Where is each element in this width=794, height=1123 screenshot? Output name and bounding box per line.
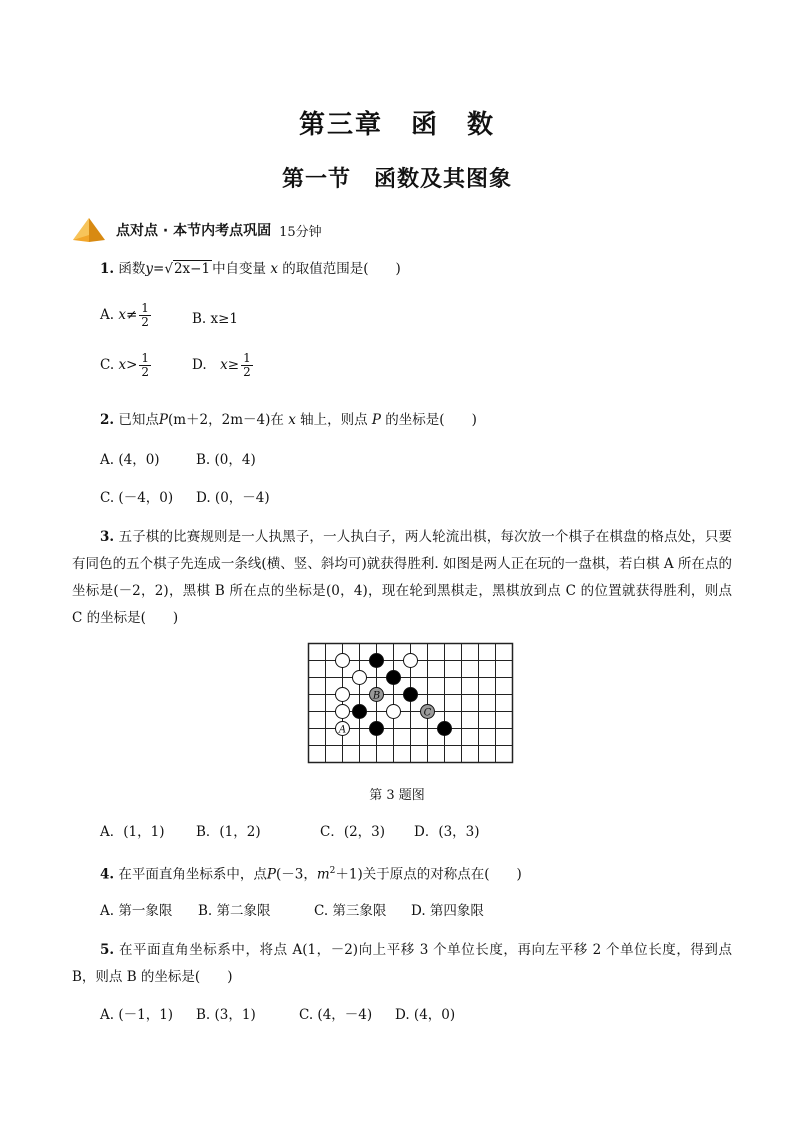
q1-option-d[interactable]: [192, 352, 255, 379]
black-stone: [370, 722, 384, 736]
question-number: 4.: [100, 866, 115, 883]
section-header-time: 15分钟: [279, 224, 322, 240]
q1-text: 函数: [118, 261, 146, 277]
white-stone: [353, 671, 367, 685]
q5-option-d[interactable]: D. (4，0): [395, 1007, 456, 1023]
question-4: [100, 860, 522, 886]
q2-text-2: 在: [270, 412, 284, 428]
q1-text-2: 中自变量: [212, 261, 267, 277]
option-label: C.: [100, 357, 119, 373]
q4-option-c[interactable]: C. 第三象限: [314, 903, 387, 919]
label-c: C: [423, 707, 432, 719]
fraction: $\frac{1}{2}$: [141, 351, 150, 379]
q4-option-a[interactable]: A. 第一象限: [100, 903, 173, 919]
q2-text-3: 轴上，则点: [300, 412, 368, 428]
option-label: A.: [100, 307, 119, 323]
option-rel: ≥: [227, 357, 240, 373]
question-1: 1. 函数y=√2x−1 中自变量 x 的取值范围是( ): [100, 261, 401, 277]
q4-option-b[interactable]: B. 第二象限: [198, 903, 271, 919]
q2-option-b[interactable]: B. (0，4): [196, 452, 256, 468]
option-var: x: [118, 357, 127, 373]
q3-text: 五子棋的比赛规则是一人执黑子，一人执白子，两人轮流出棋，每次放一个棋子在棋盘的格点处，只要有同色的五个棋子先连成一条线(横、竖、斜均可)就获得胜利. 如图是两人正在玩的一盘棋，若白棋 A 所在点的坐标是(－2，2)，黑棋 B 所在点的坐标是(0，4)，现在轮到黑棋走，黑棋放到点 C 的位置就获得胜利，则点 C 的坐标是( ): [72, 529, 733, 626]
q2-var-p2: P: [371, 412, 381, 428]
q2-option-c[interactable]: C. (－4，0): [100, 490, 174, 506]
q2-text-4: 的坐标是( ): [385, 412, 477, 428]
option-var: x: [118, 307, 126, 323]
white-stone: [336, 688, 350, 702]
q4-coords: (－3，: [275, 866, 317, 883]
section-header: [72, 217, 322, 243]
label-a: A: [338, 724, 347, 736]
q4-coords-post: ＋1)关于原点的对称点在( ): [335, 866, 522, 883]
q1-var-y: y: [145, 261, 154, 277]
section-header-label: 点对点 · 本节内考点巩固: [116, 223, 272, 239]
q2-var-x: x: [288, 412, 296, 428]
white-stone: [404, 654, 418, 668]
pyramid-icon: [72, 217, 106, 243]
q1-eq: =: [153, 261, 165, 277]
white-stone: [336, 705, 350, 719]
q2-var-p: P: [158, 412, 168, 428]
gomoku-board-figure: [307, 642, 515, 764]
black-stone: [387, 671, 401, 685]
section-title: 第一节 函数及其图象: [281, 167, 512, 192]
option-rel: >: [126, 357, 138, 373]
white-stone: [336, 654, 350, 668]
q2-text: 已知点: [118, 412, 159, 428]
q2-coords: (m＋2，2m－4): [167, 412, 271, 428]
white-stone: [387, 705, 401, 719]
black-stone: [370, 654, 384, 668]
q2-option-d[interactable]: D. (0，－4): [196, 490, 270, 506]
q3-option-c[interactable]: C．(2，3): [320, 824, 386, 840]
q5-text: 在平面直角坐标系中，将点 A(1，－2)向上平移 3 个单位长度，再向左平移 2 个单位长度，得到点 B，则点 B 的坐标是( ): [72, 942, 732, 985]
q3-option-b[interactable]: B．(1，2): [196, 824, 261, 840]
q5-option-b[interactable]: B. (3，1): [196, 1007, 256, 1023]
black-stone: [438, 722, 452, 736]
q1-radicand: 2x−1: [173, 261, 211, 277]
q4-var-p: P: [266, 866, 276, 883]
question-number: 5.: [100, 942, 115, 958]
fraction: $\frac{1}{2}$: [141, 301, 149, 329]
q4-exp: 2: [329, 866, 336, 876]
question-3: [72, 524, 732, 632]
q1-option-a[interactable]: [100, 302, 153, 329]
question-5: [72, 937, 732, 991]
q1-option-c[interactable]: [100, 352, 153, 379]
question-2: [100, 409, 477, 431]
chapter-title: 第三章 函 数: [298, 110, 495, 140]
label-b: B: [372, 690, 381, 702]
option-label: D.: [192, 357, 221, 373]
figure-caption: 第 3 题图: [369, 788, 425, 803]
q3-option-a[interactable]: A．(1，1): [100, 824, 165, 840]
q4-var-m: m: [316, 866, 330, 883]
black-stone: [404, 688, 418, 702]
q5-option-c[interactable]: C. (4，－4): [299, 1007, 373, 1023]
fraction: $\frac{1}{2}$: [243, 351, 251, 379]
question-number: 3.: [100, 529, 115, 545]
q1-var-x: x: [270, 261, 278, 277]
q4-text: 在平面直角坐标系中，点: [118, 866, 267, 883]
question-number: 2.: [100, 412, 115, 428]
option-rel: ≠: [125, 307, 138, 323]
q3-option-d[interactable]: D．(3，3): [414, 824, 480, 840]
question-number: 1.: [100, 261, 115, 277]
black-stone: [353, 705, 367, 719]
q4-option-d[interactable]: D. 第四象限: [411, 903, 484, 919]
option-var: x: [220, 357, 228, 373]
q5-option-a[interactable]: A. (－1，1): [100, 1007, 174, 1023]
q1-text-3: 的取值范围是( ): [282, 261, 401, 277]
q2-option-a[interactable]: A. (4，0): [100, 452, 160, 468]
q1-option-b[interactable]: B. x≥1: [192, 311, 239, 327]
